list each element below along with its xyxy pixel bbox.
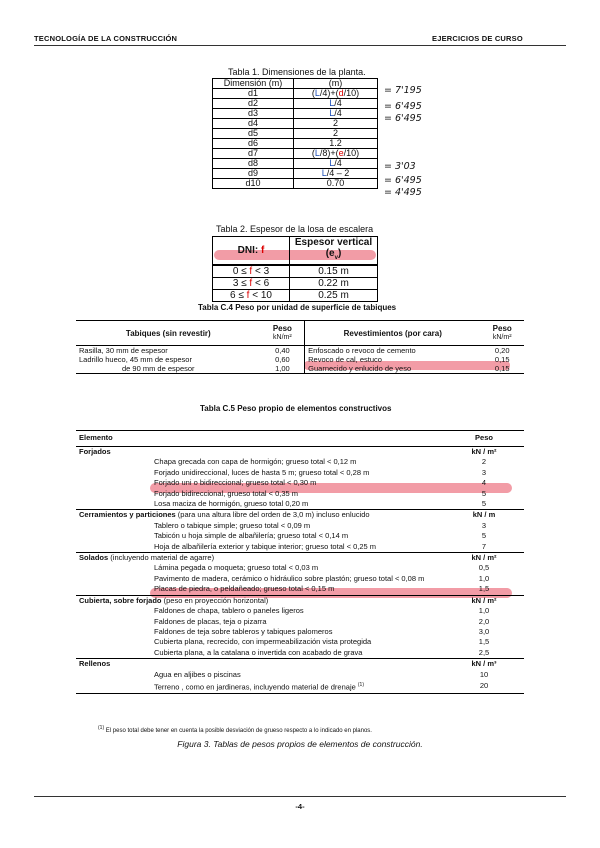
element-weight: 5	[481, 499, 487, 509]
tableC5-col-header: Elemento	[76, 431, 444, 447]
element-desc: Forjado uni o bidireccional; grueso total < 0,30 m	[154, 478, 317, 488]
table-dimensions	[212, 78, 378, 189]
element-desc: Lámina pegada o moqueta; grueso total < 0,03 m	[154, 563, 319, 573]
element-weight: 1,5	[478, 584, 490, 594]
section-row	[76, 510, 524, 521]
dimension-label: d8	[213, 159, 294, 169]
element-weight: 3	[481, 520, 487, 530]
dimension-label: d5	[213, 129, 294, 139]
handwritten-note: = 3'03	[384, 161, 416, 172]
table-row	[76, 680, 524, 693]
table2-header-row	[213, 237, 378, 266]
dimension-formula: L/4	[294, 109, 378, 119]
section-title: Solados (incluyendo material de agarre)	[76, 553, 444, 564]
coating-weight: 0,15	[480, 364, 524, 374]
element-desc: Forjado bidireccional, grueso total < 0,35 m	[154, 488, 299, 498]
table-row	[76, 521, 524, 531]
partition-weight: 1,00	[261, 364, 305, 374]
element-weight: 4	[481, 478, 487, 488]
coating-type: Guarnecido y enlucido de yeso	[305, 364, 481, 374]
page-number: -4-	[295, 802, 305, 811]
tableC5-header-row	[76, 431, 524, 447]
table-row	[76, 627, 524, 637]
element-weight: 10	[479, 669, 489, 679]
table-row	[213, 278, 378, 290]
table-row	[76, 617, 524, 627]
handwritten-note: = 6'495	[384, 101, 422, 112]
thickness-value: 0.15 m	[290, 265, 378, 278]
dimension-label: d9	[213, 169, 294, 179]
section-unit: kN / m	[444, 510, 524, 521]
tableC5-caption: Tabla C.5 Peso propio de elementos constructivos	[200, 404, 392, 413]
table-row	[213, 109, 378, 119]
table-row	[76, 364, 524, 374]
partition-weight: 0,60	[275, 355, 290, 364]
handwritten-note: = 6'495	[384, 113, 422, 124]
dimension-value: 0.70	[294, 179, 378, 189]
dimension-value: 1.2	[294, 139, 378, 149]
element-desc: Tablero o tabique simple; grueso total < 0,09 m	[154, 520, 311, 530]
element-desc: Tabicón u hoja simple de albañilería; grueso total < 0,14 m	[154, 531, 349, 541]
table-row	[213, 290, 378, 302]
tableC4-col-header: Revestimientos (por cara)	[305, 321, 481, 346]
dimension-formula: L/4 – 2	[294, 169, 378, 179]
dimension-label: d10	[213, 179, 294, 189]
dni-range: 0 ≤ f < 3	[213, 265, 290, 278]
table2-col-header: DNI: f	[213, 237, 290, 266]
element-weight: 2	[481, 457, 487, 467]
section-row	[76, 553, 524, 564]
section-row	[76, 447, 524, 458]
thickness-value: 0.25 m	[290, 290, 378, 302]
table-row	[213, 159, 378, 169]
dimension-label: d6	[213, 139, 294, 149]
table-row	[76, 648, 524, 659]
table1-header-row	[213, 79, 378, 89]
table-row	[76, 584, 524, 595]
element-desc: Faldones de teja sobre tableros y tabiques palomeros	[154, 626, 333, 636]
section-title: Cerramientos y particiones (para una altura libre del orden de 3,0 m) incluso enlucido	[76, 510, 444, 521]
dimension-formula: L/4	[294, 159, 378, 169]
element-desc: Forjado unidireccional, luces de hasta 5 m; grueso total < 0,28 m	[154, 467, 370, 477]
table-row	[76, 574, 524, 584]
table-row	[76, 563, 524, 573]
dimension-formula: L/4	[294, 99, 378, 109]
section-row	[76, 595, 524, 606]
element-weight: 2,0	[478, 616, 490, 626]
document-header-right: EJERCICIOS DE CURSO	[432, 34, 523, 43]
section-unit: kN / m²	[444, 447, 524, 458]
tableC4-col-header: Tabiques (sin revestir)	[76, 321, 261, 346]
tableC4-header-row	[76, 321, 524, 346]
document-header-left: TECNOLOGÍA DE LA CONSTRUCCIÓN	[34, 34, 178, 43]
table-row	[76, 499, 524, 510]
element-desc: Pavimento de madera, cerámico o hidráulico sobre plastón; grueso total < 0,08 m	[154, 573, 425, 583]
table-row	[213, 89, 378, 99]
table-row	[213, 265, 378, 278]
table-stair-thickness	[212, 236, 378, 302]
element-weight: 2,5	[478, 647, 490, 657]
table-row	[213, 169, 378, 179]
figure-caption: Figura 3. Tablas de pesos propios de elementos de construcción.	[177, 739, 423, 749]
table-row	[76, 606, 524, 616]
table1-col-header: (m)	[294, 79, 378, 89]
coating-weight: 0,20	[494, 346, 510, 355]
element-desc: Placas de piedra, o peldañeado; grueso total < 0,15 m	[154, 584, 335, 594]
tableC5-col-header: Peso	[444, 431, 524, 447]
table-row	[76, 489, 524, 499]
section-row	[76, 659, 524, 670]
dimension-label: d7	[213, 149, 294, 159]
table1-col-header: Dimensión (m)	[213, 79, 294, 89]
table-row	[213, 119, 378, 129]
element-desc: Chapa grecada con capa de hormigón; grueso total < 0,12 m	[154, 457, 357, 467]
table-row	[76, 637, 524, 647]
section-unit: kN / m²	[444, 553, 524, 564]
tableC4-caption: Tabla C.4 Peso por unidad de superficie de tabiques	[198, 303, 397, 312]
element-weight: 5	[481, 488, 487, 498]
table-row	[76, 542, 524, 553]
element-weight: 0,5	[478, 563, 490, 573]
dimension-label: d2	[213, 99, 294, 109]
header-divider	[34, 45, 566, 46]
thickness-value: 0.22 m	[290, 278, 378, 290]
table-row	[76, 478, 524, 488]
handwritten-note: = 7'195	[384, 85, 422, 96]
table-row	[76, 346, 524, 356]
element-weight: 1,5	[478, 637, 490, 647]
dni-range: 6 ≤ f < 10	[213, 290, 290, 302]
table2-caption: Tabla 2. Espesor de la losa de escalera	[216, 224, 374, 234]
element-weight: 1,0	[478, 606, 490, 616]
handwritten-note: = 4'495	[384, 187, 422, 198]
element-desc: Cubierta plana, a la catalana o invertida con acabado de grava	[154, 647, 363, 657]
section-unit: kN / m²	[444, 595, 524, 606]
table-row	[76, 468, 524, 478]
element-desc: Losa maciza de hormigón, grueso total 0,20 m	[154, 499, 309, 509]
dimension-label: d3	[213, 109, 294, 119]
coating-weight: 0,15	[494, 355, 510, 364]
partition-type: Ladrillo hueco, 45 mm de espesor	[79, 355, 192, 364]
element-desc: Hoja de albañilería exterior y tabique interior; grueso total < 0,25 m	[154, 541, 377, 551]
table-footnote: $^{(1)}$ El peso total debe tener en cuenta la posible desviación de grueso respecto a lo indicado en planos.	[98, 725, 372, 734]
element-desc: Faldones de placas, teja o pizarra	[154, 616, 267, 626]
element-weight: 7	[481, 541, 487, 551]
dimension-value: 2	[294, 119, 378, 129]
dimension-formula: (L/4)+(d/10)	[294, 89, 378, 99]
table-row	[76, 670, 524, 680]
table-row	[76, 531, 524, 541]
element-desc: Terreno , como en jardineras, incluyendo material de drenaje $^{(1)}$	[76, 680, 444, 693]
table-partition-weights	[76, 320, 524, 374]
dimension-label: d1	[213, 89, 294, 99]
element-weight: 1,0	[478, 573, 490, 583]
table-row	[213, 149, 378, 159]
table2-col-header: Espesor vertical $(e_v)$	[290, 237, 378, 266]
element-weight: 5	[481, 531, 487, 541]
element-weight: 3,0	[478, 626, 490, 636]
table-row	[213, 129, 378, 139]
tableC4-col-header: Peso kN/m²	[261, 321, 305, 346]
element-desc: Cubierta plana, recrecido, con impermeabilización vista protegida	[154, 637, 372, 647]
dimension-value: 2	[294, 129, 378, 139]
element-desc: Agua en aljibes o piscinas	[154, 669, 241, 679]
dni-range: 3 ≤ f < 6	[213, 278, 290, 290]
coating-type: Enfoscado o revoco de cemento	[305, 346, 481, 356]
element-weight: 3	[481, 467, 487, 477]
handwritten-note: = 6'495	[384, 175, 422, 186]
element-weight: 20	[444, 680, 524, 693]
table-row	[76, 355, 524, 364]
section-title: Cubierta, sobre forjado (peso en proyección horizontal)	[76, 595, 444, 606]
partition-type: de 90 mm de espesor	[76, 364, 261, 374]
table-row	[213, 139, 378, 149]
partition-weight: 0,40	[275, 346, 290, 355]
coating-type: Revoco de cal, estuco	[305, 355, 481, 364]
table-row	[213, 99, 378, 109]
table-row	[76, 457, 524, 467]
dimension-formula: (L/8)+(e/10)	[294, 149, 378, 159]
footer-divider	[34, 796, 566, 797]
table-row	[213, 179, 378, 189]
tableC4-col-header: Peso kN/m²	[480, 321, 524, 346]
dimension-label: d4	[213, 119, 294, 129]
partition-type: Rasilla, 30 mm de espesor	[79, 346, 168, 355]
table-element-weights	[76, 430, 524, 694]
element-desc: Faldones de chapa, tablero o paneles ligeros	[154, 606, 304, 616]
section-title: Forjados	[76, 447, 444, 458]
table1-caption: Tabla 1. Dimensiones de la planta.	[228, 67, 366, 77]
section-unit: kN / m³	[444, 659, 524, 670]
section-title: Rellenos	[76, 659, 444, 670]
